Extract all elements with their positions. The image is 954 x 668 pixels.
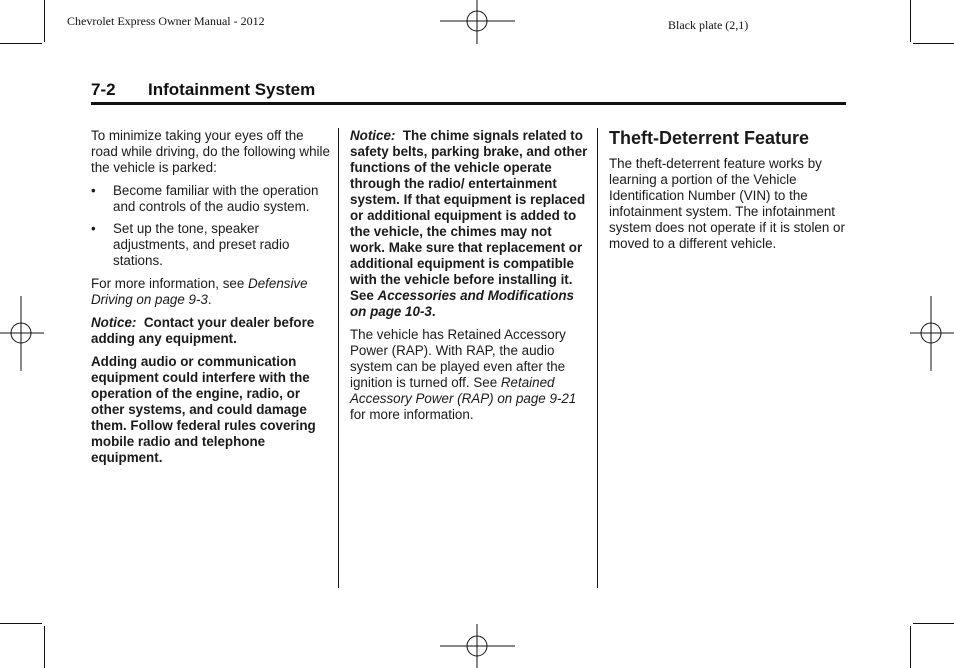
theft-deterrent-paragraph: The theft-deterrent feature works by learning a portion of the Vehicle Identification Number (VIN) to the infotainment system. The infotainment system does not operate if it is stolen or moved to a different vehicle.: [609, 156, 845, 251]
more-info-suffix: .: [207, 292, 212, 307]
registration-mark-right-icon: [910, 296, 954, 371]
rap-link[interactable]: Retained Accessory Power (RAP) on page 9-21: [350, 375, 577, 406]
section-number: 7-2: [91, 80, 116, 99]
accessories-link[interactable]: Accessories and Modifications on page 10-3: [350, 288, 574, 319]
plate-label: Black plate (2,1): [668, 18, 749, 32]
list-item: [91, 221, 331, 269]
more-info-paragraph: [91, 276, 331, 308]
more-info-text: For more information, see: [91, 276, 249, 291]
rap-paragraph: [350, 327, 588, 423]
column-divider-1: [338, 128, 339, 588]
section-title: Infotainment System: [148, 80, 316, 99]
column-2: [350, 128, 588, 430]
notice-paragraph: [91, 315, 331, 347]
registration-mark-top-icon: [440, 0, 515, 44]
bullet-icon: •: [91, 183, 96, 198]
rap-text: The vehicle has Retained Accessory Power (RAP). With RAP, the audio system can be played even after the ignition is turned off. See: [350, 327, 566, 390]
notice-suffix: .: [431, 304, 436, 319]
notice-label: Notice:: [350, 128, 396, 143]
notice-text: The chime signals related to safety belts, parking brake, and other functions of the vehicle operate through the radio/ entertainment system. If that equipment is replaced or additional equipment is added to the vehicle, the chimes may not work. Make sure that replacement or additional equipment is compatible with the vehicle before installing it. See: [350, 128, 588, 303]
registration-mark-bottom-icon: [440, 624, 515, 668]
list-item: [91, 183, 331, 215]
list-item-text: Set up the tone, speaker adjustments, and preset radio stations.: [113, 221, 290, 268]
column-divider-2: [597, 128, 598, 588]
rap-suffix: for more information.: [350, 407, 474, 422]
section-heading: [91, 80, 315, 100]
notice-text: Contact your dealer before adding any equipment.: [91, 315, 315, 346]
bullet-icon: •: [91, 221, 96, 236]
registration-mark-left-icon: [0, 296, 44, 371]
column-3: [609, 128, 847, 259]
chime-notice-paragraph: [350, 128, 588, 320]
intro-paragraph: To minimize taking your eyes off the road while driving, do the following while the vehicle is parked:: [91, 128, 330, 175]
manual-title: Chevrolet Express Owner Manual - 2012: [67, 14, 265, 28]
warning-paragraph: Adding audio or communication equipment could interfere with the operation of the engine, radio, or other systems, and could damage them. Follow federal rules covering mobile radio and telephone equipment.: [91, 354, 316, 465]
list-item-text: Become familiar with the operation and controls of the audio system.: [113, 183, 319, 214]
defensive-driving-link[interactable]: Defensive Driving on page 9-3: [91, 276, 308, 307]
notice-label: Notice:: [91, 315, 137, 330]
bullet-list: [91, 183, 331, 269]
theft-deterrent-heading: Theft-Deterrent Feature: [609, 128, 810, 148]
column-1: [91, 128, 331, 473]
section-rule: [91, 102, 846, 105]
